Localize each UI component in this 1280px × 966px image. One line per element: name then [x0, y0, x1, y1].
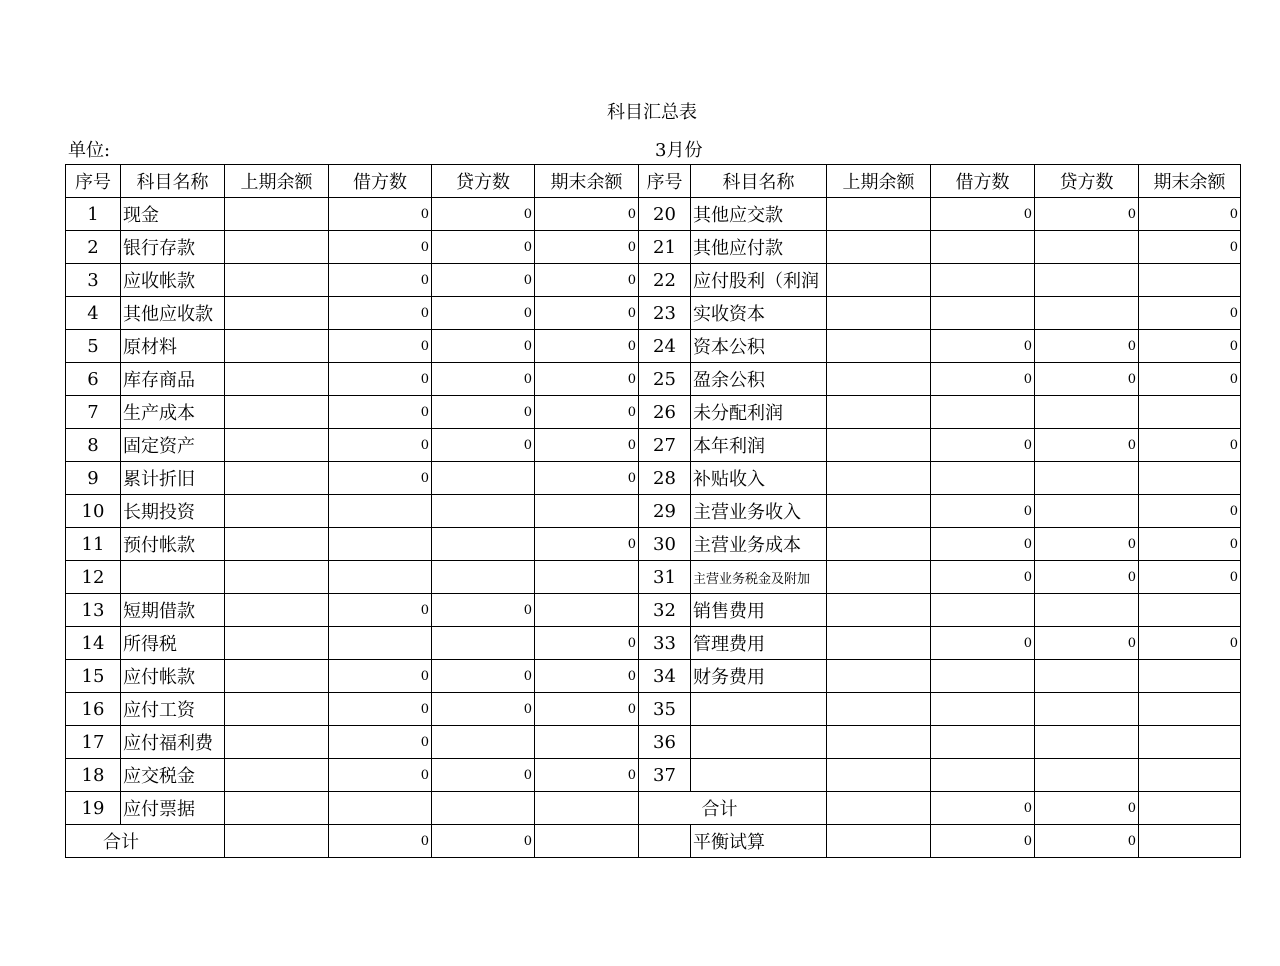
debit-cell[interactable]: 0: [329, 198, 432, 231]
seq-cell[interactable]: 27: [639, 429, 691, 462]
credit-cell[interactable]: 0: [1035, 561, 1139, 594]
seq-cell[interactable]: 6: [66, 363, 121, 396]
prev-balance-cell[interactable]: [225, 561, 329, 594]
seq-cell[interactable]: 32: [639, 594, 691, 627]
account-name-cell[interactable]: 现金: [121, 198, 225, 231]
debit-cell[interactable]: [931, 693, 1035, 726]
debit-cell[interactable]: [931, 759, 1035, 792]
prev-balance-cell[interactable]: [225, 528, 329, 561]
prev-balance-cell[interactable]: [827, 693, 931, 726]
header-row: [66, 165, 1241, 198]
right-total-debit[interactable]: 0: [931, 792, 1035, 825]
credit-cell[interactable]: 0: [432, 759, 535, 792]
debit-cell[interactable]: 0: [329, 693, 432, 726]
prev-balance-cell[interactable]: [827, 264, 931, 297]
credit-cell[interactable]: 0: [432, 198, 535, 231]
seq-cell[interactable]: 35: [639, 693, 691, 726]
end-balance-cell[interactable]: [535, 726, 639, 759]
debit-cell[interactable]: 0: [931, 561, 1035, 594]
debit-cell[interactable]: 0: [931, 363, 1035, 396]
seq-cell[interactable]: 1: [66, 198, 121, 231]
seq-cell[interactable]: 2: [66, 231, 121, 264]
balance-seq[interactable]: [639, 825, 691, 858]
seq-cell[interactable]: 10: [66, 495, 121, 528]
left-total-label[interactable]: 合计: [66, 825, 225, 858]
balance-end[interactable]: [1139, 825, 1241, 858]
account-name-cell[interactable]: 累计折旧: [121, 462, 225, 495]
account-name-cell[interactable]: 应付帐款: [121, 660, 225, 693]
balance-debit[interactable]: 0: [931, 825, 1035, 858]
table-row: [66, 264, 1241, 297]
table-row: [66, 627, 1241, 660]
credit-cell[interactable]: 0: [1035, 330, 1139, 363]
seq-cell[interactable]: 12: [66, 561, 121, 594]
prev-balance-cell[interactable]: [827, 627, 931, 660]
account-name-cell[interactable]: 短期借款: [121, 594, 225, 627]
account-name-cell[interactable]: 银行存款: [121, 231, 225, 264]
credit-cell[interactable]: [1035, 495, 1139, 528]
credit-cell[interactable]: [432, 528, 535, 561]
table-row: [66, 462, 1241, 495]
end-balance-cell[interactable]: 0: [535, 528, 639, 561]
table-row: [66, 528, 1241, 561]
column-header: 科目名称: [121, 165, 225, 198]
account-name-cell[interactable]: 所得税: [121, 627, 225, 660]
right-total-prev[interactable]: [827, 792, 931, 825]
table-row: [66, 759, 1241, 792]
end-balance-cell[interactable]: [535, 495, 639, 528]
seq-cell[interactable]: 31: [639, 561, 691, 594]
column-header: 贷方数: [1035, 165, 1139, 198]
seq-cell[interactable]: 37: [639, 759, 691, 792]
account-name-cell[interactable]: 主营业务收入: [691, 495, 827, 528]
column-header: 上期余额: [225, 165, 329, 198]
debit-cell[interactable]: 0: [329, 660, 432, 693]
seq-cell[interactable]: 15: [66, 660, 121, 693]
prev-balance-cell[interactable]: [827, 726, 931, 759]
debit-cell[interactable]: 0: [329, 759, 432, 792]
debit-cell[interactable]: [931, 726, 1035, 759]
debit-cell[interactable]: [931, 660, 1035, 693]
credit-cell[interactable]: 0: [432, 231, 535, 264]
end-balance-cell[interactable]: 0: [1139, 495, 1241, 528]
end-balance-cell[interactable]: [1139, 462, 1241, 495]
debit-cell[interactable]: 0: [329, 462, 432, 495]
end-balance-cell[interactable]: [1139, 726, 1241, 759]
end-balance-cell[interactable]: [1139, 396, 1241, 429]
credit-cell[interactable]: [1035, 660, 1139, 693]
prev-balance-cell[interactable]: [225, 726, 329, 759]
end-balance-cell[interactable]: 0: [535, 462, 639, 495]
end-balance-cell[interactable]: 0: [535, 231, 639, 264]
credit-cell[interactable]: 0: [432, 429, 535, 462]
seq-cell[interactable]: 5: [66, 330, 121, 363]
end-balance-cell[interactable]: 0: [535, 330, 639, 363]
credit-cell[interactable]: [1035, 726, 1139, 759]
account-name-cell[interactable]: 主营业务税金及附加: [691, 561, 827, 594]
column-header: 贷方数: [432, 165, 535, 198]
column-header: 借方数: [329, 165, 432, 198]
debit-cell[interactable]: 0: [329, 264, 432, 297]
credit-cell[interactable]: [432, 627, 535, 660]
prev-balance-cell[interactable]: [225, 297, 329, 330]
credit-cell[interactable]: 0: [1035, 429, 1139, 462]
debit-cell[interactable]: [329, 792, 432, 825]
column-header: 期末余额: [1139, 165, 1241, 198]
prev-balance-cell[interactable]: [225, 792, 329, 825]
table-row: [66, 330, 1241, 363]
seq-cell[interactable]: 3: [66, 264, 121, 297]
prev-balance-cell[interactable]: [225, 594, 329, 627]
prev-balance-cell[interactable]: [827, 363, 931, 396]
right-total-end[interactable]: [1139, 792, 1241, 825]
column-header: 序号: [66, 165, 121, 198]
column-header: 期末余额: [535, 165, 639, 198]
credit-cell[interactable]: 0: [432, 594, 535, 627]
seq-cell[interactable]: 36: [639, 726, 691, 759]
debit-cell[interactable]: 0: [329, 396, 432, 429]
end-balance-cell[interactable]: [535, 561, 639, 594]
end-balance-cell[interactable]: [1139, 594, 1241, 627]
month-label: 3月份: [655, 140, 703, 161]
debit-cell[interactable]: [931, 264, 1035, 297]
debit-cell[interactable]: [931, 462, 1035, 495]
end-balance-cell[interactable]: [535, 594, 639, 627]
debit-cell[interactable]: 0: [329, 594, 432, 627]
balance-prev[interactable]: [827, 825, 931, 858]
credit-cell[interactable]: 0: [432, 264, 535, 297]
prev-balance-cell[interactable]: [225, 231, 329, 264]
credit-cell[interactable]: [1035, 594, 1139, 627]
end-balance-cell[interactable]: [1139, 759, 1241, 792]
account-name-cell[interactable]: 财务费用: [691, 660, 827, 693]
account-name-cell[interactable]: 应付票据: [121, 792, 225, 825]
credit-cell[interactable]: [432, 495, 535, 528]
column-header: 序号: [639, 165, 691, 198]
balance-label[interactable]: 平衡试算: [691, 825, 827, 858]
account-name-cell[interactable]: 资本公积: [691, 330, 827, 363]
credit-cell[interactable]: [432, 561, 535, 594]
end-balance-cell[interactable]: 0: [535, 429, 639, 462]
end-balance-cell[interactable]: 0: [535, 660, 639, 693]
prev-balance-cell[interactable]: [827, 495, 931, 528]
right-total-credit[interactable]: 0: [1035, 792, 1139, 825]
account-name-cell[interactable]: 应付工资: [121, 693, 225, 726]
credit-cell[interactable]: [1035, 759, 1139, 792]
credit-cell[interactable]: 0: [1035, 198, 1139, 231]
account-name-cell[interactable]: 其他应交款: [691, 198, 827, 231]
table-row: [66, 792, 1241, 825]
prev-balance-cell[interactable]: [827, 396, 931, 429]
end-balance-cell[interactable]: 0: [535, 759, 639, 792]
seq-cell[interactable]: 19: [66, 792, 121, 825]
unit-label: 单位:: [68, 140, 111, 161]
seq-cell[interactable]: 16: [66, 693, 121, 726]
end-balance-cell[interactable]: 0: [535, 297, 639, 330]
end-balance-cell[interactable]: 0: [1139, 363, 1241, 396]
account-name-cell[interactable]: 应交税金: [121, 759, 225, 792]
prev-balance-cell[interactable]: [225, 495, 329, 528]
table-row: [66, 396, 1241, 429]
account-name-cell[interactable]: 生产成本: [121, 396, 225, 429]
end-balance-cell[interactable]: [1139, 660, 1241, 693]
debit-cell[interactable]: 0: [329, 363, 432, 396]
end-balance-cell[interactable]: 0: [1139, 528, 1241, 561]
debit-cell[interactable]: 0: [329, 429, 432, 462]
prev-balance-cell[interactable]: [225, 462, 329, 495]
debit-cell[interactable]: [329, 495, 432, 528]
seq-cell[interactable]: 9: [66, 462, 121, 495]
column-header: 借方数: [931, 165, 1035, 198]
credit-cell[interactable]: 0: [1035, 528, 1139, 561]
end-balance-cell[interactable]: 0: [535, 396, 639, 429]
seq-cell[interactable]: 20: [639, 198, 691, 231]
account-name-cell[interactable]: 管理费用: [691, 627, 827, 660]
end-balance-cell[interactable]: 0: [535, 198, 639, 231]
seq-cell[interactable]: 34: [639, 660, 691, 693]
end-balance-cell[interactable]: [1139, 264, 1241, 297]
left-total-prev[interactable]: [225, 825, 329, 858]
debit-cell[interactable]: [329, 627, 432, 660]
account-name-cell[interactable]: [121, 561, 225, 594]
left-total-debit[interactable]: 0: [329, 825, 432, 858]
debit-cell[interactable]: 0: [329, 330, 432, 363]
credit-cell[interactable]: [1035, 297, 1139, 330]
debit-cell[interactable]: [329, 528, 432, 561]
seq-cell[interactable]: 21: [639, 231, 691, 264]
table-row: [66, 198, 1241, 231]
account-name-cell[interactable]: 主营业务成本: [691, 528, 827, 561]
prev-balance-cell[interactable]: [827, 429, 931, 462]
seq-cell[interactable]: 14: [66, 627, 121, 660]
seq-cell[interactable]: 13: [66, 594, 121, 627]
credit-cell[interactable]: 0: [432, 396, 535, 429]
prev-balance-cell[interactable]: [225, 429, 329, 462]
prev-balance-cell[interactable]: [827, 561, 931, 594]
debit-cell[interactable]: 0: [931, 330, 1035, 363]
left-total-credit[interactable]: 0: [432, 825, 535, 858]
column-header: 科目名称: [691, 165, 827, 198]
table-row: [66, 726, 1241, 759]
debit-cell[interactable]: 0: [329, 726, 432, 759]
table-row: [66, 297, 1241, 330]
seq-cell[interactable]: 26: [639, 396, 691, 429]
seq-cell[interactable]: 18: [66, 759, 121, 792]
account-name-cell[interactable]: 长期投资: [121, 495, 225, 528]
prev-balance-cell[interactable]: [827, 594, 931, 627]
prev-balance-cell[interactable]: [827, 297, 931, 330]
prev-balance-cell[interactable]: [225, 627, 329, 660]
end-balance-cell[interactable]: 0: [1139, 429, 1241, 462]
account-name-cell[interactable]: 销售费用: [691, 594, 827, 627]
credit-cell[interactable]: [1035, 264, 1139, 297]
prev-balance-cell[interactable]: [827, 330, 931, 363]
account-name-cell[interactable]: 补贴收入: [691, 462, 827, 495]
debit-cell[interactable]: 0: [931, 198, 1035, 231]
account-name-cell[interactable]: 原材料: [121, 330, 225, 363]
prev-balance-cell[interactable]: [225, 264, 329, 297]
prev-balance-cell[interactable]: [827, 462, 931, 495]
prev-balance-cell[interactable]: [827, 759, 931, 792]
prev-balance-cell[interactable]: [827, 231, 931, 264]
credit-cell[interactable]: 0: [432, 330, 535, 363]
prev-balance-cell[interactable]: [225, 396, 329, 429]
debit-cell[interactable]: [931, 396, 1035, 429]
account-name-cell[interactable]: 本年利润: [691, 429, 827, 462]
account-name-cell[interactable]: 应收帐款: [121, 264, 225, 297]
prev-balance-cell[interactable]: [225, 759, 329, 792]
summary-table: [65, 164, 1241, 858]
account-name-cell[interactable]: 其他应收款: [121, 297, 225, 330]
seq-cell[interactable]: 17: [66, 726, 121, 759]
seq-cell[interactable]: 4: [66, 297, 121, 330]
seq-cell[interactable]: 7: [66, 396, 121, 429]
debit-cell[interactable]: 0: [931, 528, 1035, 561]
prev-balance-cell[interactable]: [827, 198, 931, 231]
account-name-cell[interactable]: [691, 759, 827, 792]
end-balance-cell[interactable]: 0: [1139, 627, 1241, 660]
debit-cell[interactable]: [931, 231, 1035, 264]
seq-cell[interactable]: 30: [639, 528, 691, 561]
table-row: [66, 561, 1241, 594]
seq-cell[interactable]: 23: [639, 297, 691, 330]
account-name-cell[interactable]: 固定资产: [121, 429, 225, 462]
end-balance-cell[interactable]: 0: [1139, 561, 1241, 594]
left-total-end[interactable]: [535, 825, 639, 858]
end-balance-cell[interactable]: 0: [1139, 330, 1241, 363]
prev-balance-cell[interactable]: [827, 528, 931, 561]
account-name-cell[interactable]: 未分配利润: [691, 396, 827, 429]
debit-cell[interactable]: 0: [931, 429, 1035, 462]
credit-cell[interactable]: 0: [432, 297, 535, 330]
credit-cell[interactable]: [1035, 231, 1139, 264]
end-balance-cell[interactable]: [535, 792, 639, 825]
credit-cell[interactable]: 0: [432, 660, 535, 693]
account-name-cell[interactable]: 实收资本: [691, 297, 827, 330]
account-name-cell[interactable]: [691, 726, 827, 759]
end-balance-cell[interactable]: 0: [1139, 198, 1241, 231]
credit-cell[interactable]: 0: [1035, 363, 1139, 396]
end-balance-cell[interactable]: 0: [535, 264, 639, 297]
debit-cell[interactable]: [329, 561, 432, 594]
prev-balance-cell[interactable]: [225, 363, 329, 396]
debit-cell[interactable]: 0: [329, 297, 432, 330]
seq-cell[interactable]: 8: [66, 429, 121, 462]
prev-balance-cell[interactable]: [225, 330, 329, 363]
end-balance-cell[interactable]: [1139, 693, 1241, 726]
seq-cell[interactable]: 29: [639, 495, 691, 528]
credit-cell[interactable]: 0: [432, 363, 535, 396]
total-row: [66, 825, 1241, 858]
table-row: [66, 594, 1241, 627]
debit-cell[interactable]: 0: [931, 627, 1035, 660]
right-total-label[interactable]: 合计: [639, 792, 827, 825]
account-name-cell[interactable]: 应付福利费: [121, 726, 225, 759]
debit-cell[interactable]: [931, 297, 1035, 330]
account-name-cell[interactable]: [691, 693, 827, 726]
credit-cell[interactable]: [432, 726, 535, 759]
column-header: 上期余额: [827, 165, 931, 198]
prev-balance-cell[interactable]: [225, 693, 329, 726]
debit-cell[interactable]: [931, 594, 1035, 627]
credit-cell[interactable]: [1035, 693, 1139, 726]
table-row: [66, 660, 1241, 693]
credit-cell[interactable]: [1035, 396, 1139, 429]
account-name-cell[interactable]: 盈余公积: [691, 363, 827, 396]
seq-cell[interactable]: 33: [639, 627, 691, 660]
account-name-cell[interactable]: 其他应付款: [691, 231, 827, 264]
end-balance-cell[interactable]: 0: [535, 627, 639, 660]
table-row: [66, 231, 1241, 264]
table-row: [66, 693, 1241, 726]
credit-cell[interactable]: [1035, 462, 1139, 495]
seq-cell[interactable]: 22: [639, 264, 691, 297]
prev-balance-cell[interactable]: [225, 198, 329, 231]
page-title: 科目汇总表: [607, 102, 697, 123]
account-name-cell[interactable]: 预付帐款: [121, 528, 225, 561]
credit-cell[interactable]: 0: [1035, 627, 1139, 660]
account-name-cell[interactable]: 库存商品: [121, 363, 225, 396]
seq-cell[interactable]: 28: [639, 462, 691, 495]
seq-cell[interactable]: 25: [639, 363, 691, 396]
table-row: [66, 363, 1241, 396]
debit-cell[interactable]: 0: [329, 231, 432, 264]
end-balance-cell[interactable]: 0: [1139, 231, 1241, 264]
balance-credit[interactable]: 0: [1035, 825, 1139, 858]
prev-balance-cell[interactable]: [225, 660, 329, 693]
credit-cell[interactable]: 0: [432, 693, 535, 726]
account-name-cell[interactable]: 应付股利（利润: [691, 264, 827, 297]
debit-cell[interactable]: 0: [931, 495, 1035, 528]
credit-cell[interactable]: [432, 462, 535, 495]
seq-cell[interactable]: 11: [66, 528, 121, 561]
end-balance-cell[interactable]: 0: [1139, 297, 1241, 330]
seq-cell[interactable]: 24: [639, 330, 691, 363]
table-row: [66, 495, 1241, 528]
end-balance-cell[interactable]: 0: [535, 693, 639, 726]
credit-cell[interactable]: [432, 792, 535, 825]
table-row: [66, 429, 1241, 462]
end-balance-cell[interactable]: 0: [535, 363, 639, 396]
prev-balance-cell[interactable]: [827, 660, 931, 693]
